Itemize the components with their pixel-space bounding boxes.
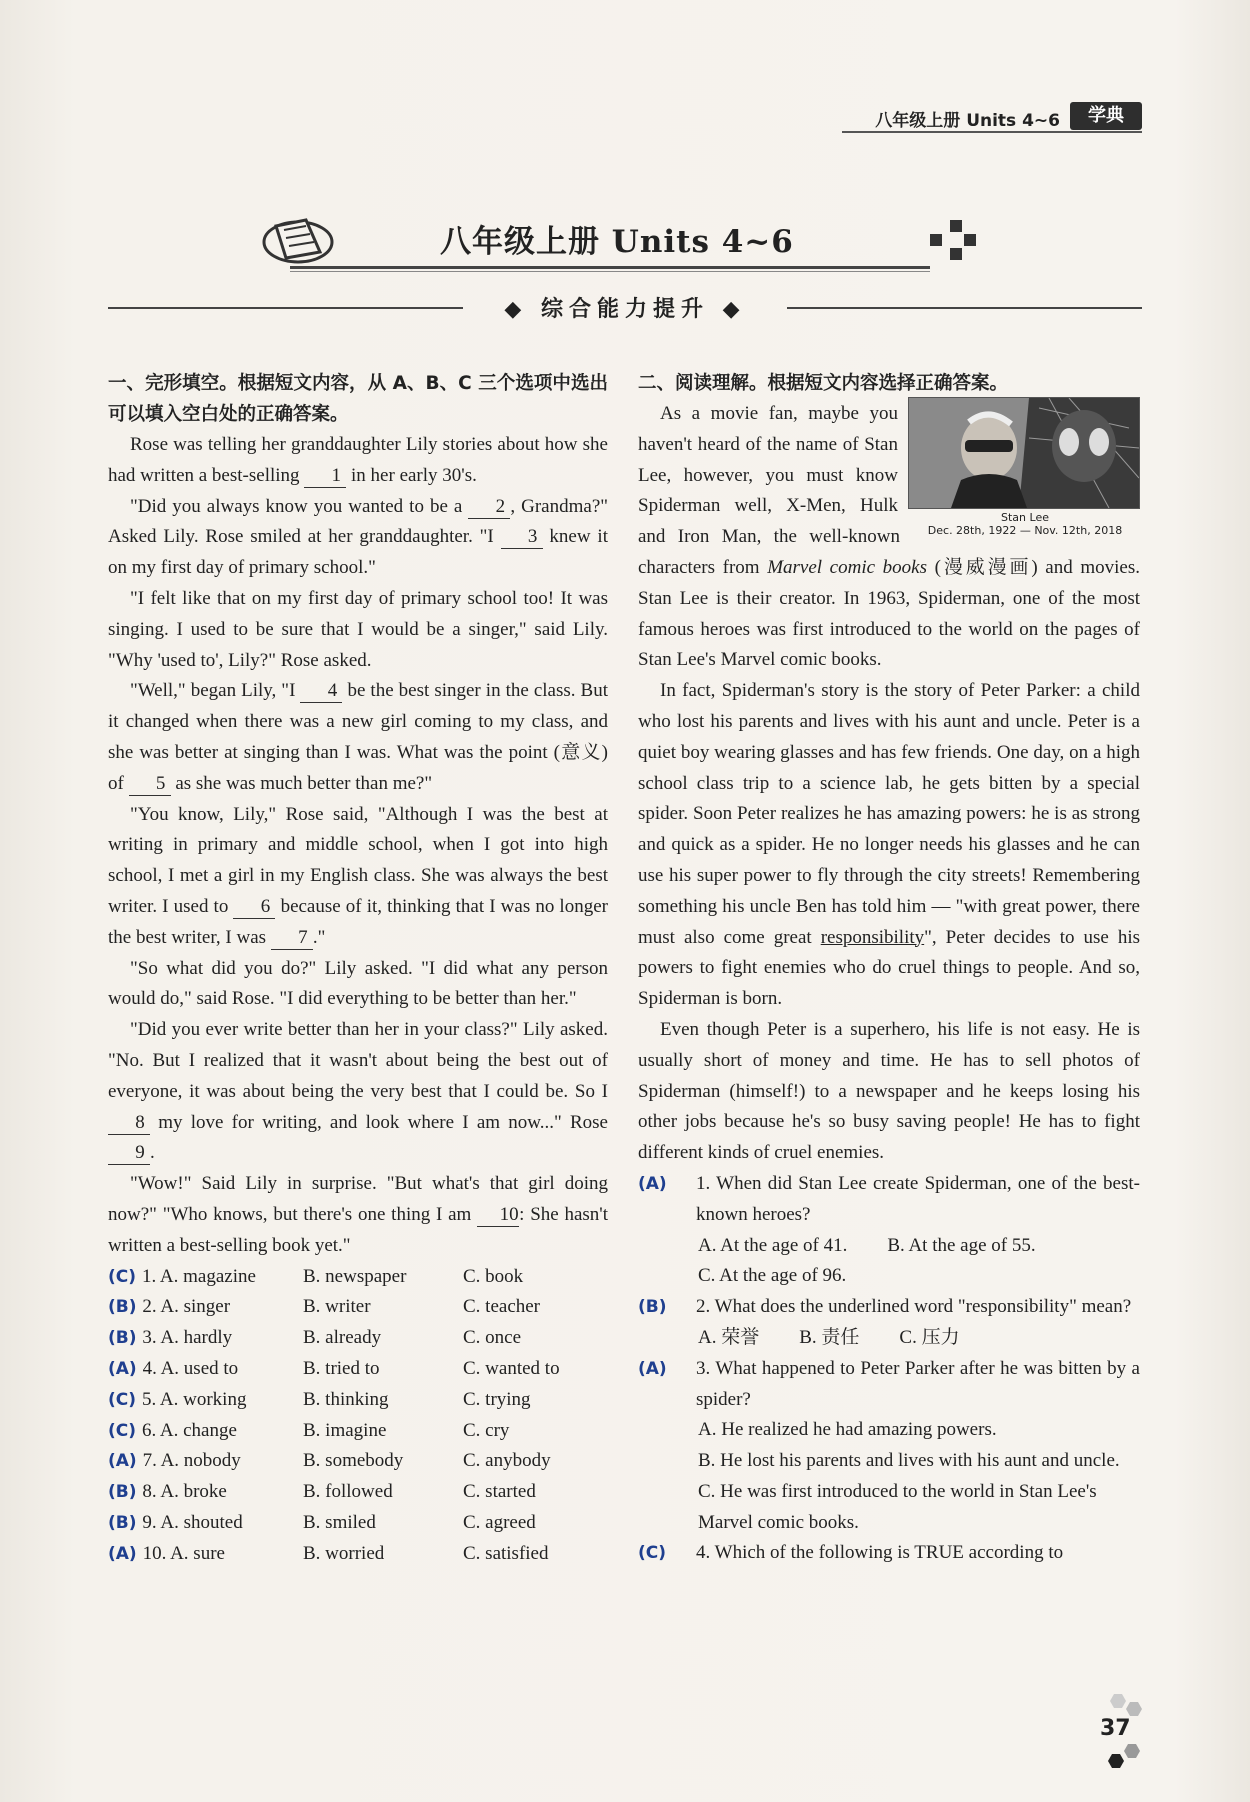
option-b: B. thinking [303,1388,389,1410]
answer-mark: (A) [108,1543,143,1564]
reading-instructions: 二、阅读理解。根据短文内容选择正确答案。 [638,373,1009,394]
option-row [108,1292,608,1323]
choice: C. At the age of 96. [698,1265,847,1287]
choice-row [638,1231,1140,1262]
answer-mark: (B) [108,1328,143,1349]
question-stem: 1. When did Stan Lee create Spiderman, one of the best-known heroes? [696,1172,1140,1225]
cloze-blank: 7 [271,927,313,950]
option-a: (C) 6. A. change [108,1419,237,1441]
option-c: C. trying [463,1388,531,1410]
cloze-blank: 5 [129,773,171,796]
option-c: C. teacher [463,1296,541,1318]
reading-paragraph-2: In fact, Spiderman's story is the story of Peter Parker: a child who lost his parents and lives with his aunt and uncle. Peter is a quiet boy wearing glasses and has few friends. One day, on a high school class trip to a science lab, he gets bitten by a special spider. Soon Peter realizes he has amazing powers: he is as strong and quick as a spider. He no longer needs his glasses and he can use his super power to fly through the city streets! Remembering something his uncle Ben has told him — "with great power, there must also come great responsibility", Peter decides to use his powers to fight enemies who do cruel things to people. And so, Spiderman is born. [638,680,1140,1010]
option-a: (A) 10. A. sure [108,1542,225,1564]
cloze-section [108,368,608,1569]
option-c: C. wanted to [463,1357,560,1379]
option-b: B. somebody [303,1450,404,1472]
page-title: 八年级上册 Units 4~6 [440,224,794,260]
cloze-paragraph: "Did you ever write better than her in your class?" Lily asked. "No. But I realized that it wasn't about being the best out of everyone, it was about being the very best that I could be. So I 8 my love for writing, and look where I am now..." Rose 9 . [108,1019,608,1164]
option-b: B. tried to [303,1357,380,1379]
option-a: (B) 2. A. singer [108,1296,231,1318]
option-row [108,1385,608,1416]
answer-mark: (B) [108,1297,143,1318]
option-b: B. writer [303,1296,371,1318]
page-number: 37 [1100,1716,1131,1741]
section-rule-right [787,307,1142,309]
option-c: C. once [463,1327,522,1349]
option-row [108,1354,608,1385]
question-row [638,1538,1140,1569]
choice: C. 压力 [899,1326,960,1348]
book-icon [262,212,334,266]
option-row [108,1323,608,1354]
option-a: (C) 5. A. working [108,1388,247,1410]
caption-name: Stan Lee [1001,511,1049,524]
question-stem: 3. What happened to Peter Parker after he was bitten by a spider? [696,1357,1140,1410]
option-c: C. started [463,1481,536,1503]
option-row [108,1477,608,1508]
choice: C. He was first introduced to the world in Stan Lee's Marvel comic books. [698,1480,1097,1533]
option-c: C. satisfied [463,1542,549,1564]
option-b: B. newspaper [303,1265,407,1287]
option-row [108,1508,608,1539]
underlined-word: responsibility [820,926,925,948]
choice: A. At the age of 41. [698,1234,848,1256]
choice: B. 责任 [799,1326,860,1348]
section-banner [108,296,1142,320]
option-a: (A) 4. A. used to [108,1357,239,1379]
answer-mark: (B) [108,1512,143,1533]
question-stem: 2. What does the underlined word "responsibility" mean? [696,1296,1132,1318]
running-header [842,104,1142,134]
option-row [108,1262,608,1293]
caption-dates: Dec. 28th, 1922 — Nov. 12th, 2018 [927,524,1123,537]
answer-mark: (C) [108,1389,142,1410]
answer-mark: (C) [108,1266,142,1287]
option-c: C. book [463,1265,524,1287]
option-a: (B) 3. A. hardly [108,1327,233,1349]
cloze-paragraph: "Wow!" Said Lily in surprise. "But what's that girl doing now?" "Who knows, but there's one thing I am 10: She hasn't written a best-selling book yet." [108,1173,609,1256]
question-row [638,1292,1140,1323]
option-a: (C) 1. A. magazine [108,1265,256,1287]
title-rule-thin [290,271,930,272]
option-row [108,1539,608,1570]
cloze-paragraph: "You know, Lily," Rose said, "Although I was the best at writing in primary and middle school, when I got into high school, I met a girl in my English class. She was always the best writer. I used to 6 because of it, thinking that I was no longer the best writer, I was 7 ." [108,803,608,948]
cloze-blank: 1 [304,465,346,488]
cloze-paragraph: "Well," began Lily, "I 4 be the best singer in the class. But it changed when there was a new girl coming to my class, and she was better at singing than I was. What was the point (意义) of 5 as she was much better than me?" [108,680,609,794]
cloze-blank: 9 [108,1142,150,1165]
photo-caption [910,511,1140,537]
cloze-blank: 2 [468,496,510,519]
question-row [638,1354,1140,1416]
answer-mark: (B) [108,1482,143,1503]
option-a: (B) 9. A. shouted [108,1511,243,1533]
brand-logo: 学典 [1070,102,1142,130]
cloze-options [108,1262,608,1570]
option-b: B. worried [303,1542,385,1564]
reading-paragraph-1: As a movie fan, maybe you haven't heard of the name of Stan Lee, however, you must know Spiderman well, X-Men, Hulk and Iron Man, the well-known characters from Marvel comic books (漫威漫画) and movies. Stan Lee is their creator. In 1963, Spiderman, one of the most famous heroes was first introduced to the world on the pages of Stan Lee's Marvel comic books. [638,403,1140,671]
question-row [638,1169,1140,1231]
question-stem: 4. Which of the following is TRUE according to [696,1542,1064,1564]
choice: B. At the age of 55. [887,1234,1036,1256]
section-title: ◆ 综合能力提升 ◆ [504,297,746,322]
decorative-squares-icon [930,220,982,260]
option-row [108,1416,608,1447]
cloze-paragraph: "I felt like that on my first day of primary school too! It was singing. I used to be sure that I would be a singer," said Lily. "Why 'used to', Lily?" Rose asked. [108,587,608,671]
cloze-blank: 6 [233,896,275,919]
option-a: (A) 7. A. nobody [108,1450,241,1472]
option-b: B. imagine [303,1419,387,1441]
answer-mark: (A) [108,1358,143,1379]
choice: A. 荣誉 [698,1326,760,1348]
cloze-paragraph: "Did you always know you wanted to be a 2 , Grandma?" Asked Lily. Rose smiled at her granddaughter. "I 3 knew it on my first day of primary school." [108,495,609,579]
cloze-blank: 10 [477,1204,519,1227]
option-b: B. already [303,1327,382,1349]
cloze-blank: 3 [501,526,543,549]
header-rule [842,131,1142,133]
choice: B. He lost his parents and lives with his aunt and uncle. [698,1450,1120,1472]
answer-mark: (C) [638,1543,667,1564]
choice: A. He realized he had amazing powers. [698,1419,997,1441]
option-row [108,1446,608,1477]
option-c: C. anybody [463,1450,551,1472]
answer-mark: (A) [108,1451,143,1472]
answer-mark: (A) [638,1358,667,1379]
reading-section [638,368,1140,1569]
title-rule [290,266,930,269]
spiderman-illustration-icon [909,398,1139,508]
reading-paragraph-3: Even though Peter is a superhero, his life is not easy. He is usually short of money and time. He has to sell photos of Spiderman (himself!) to a newspaper and he keeps losing his other jobs because he's so busy saving people! He has to fight different kinds of cruel enemies. [638,1018,1140,1164]
option-a: (B) 8. A. broke [108,1481,227,1503]
reading-questions [638,1169,1140,1569]
cloze-instructions: 一、完形填空。根据短文内容，从 A、B、C 三个选项中选出可以填入空白处的正确答案。 [108,373,608,425]
option-c: C. cry [463,1419,510,1441]
answer-mark: (C) [108,1420,142,1441]
option-c: C. agreed [463,1511,536,1533]
answer-mark: (B) [638,1297,667,1318]
cloze-blank: 8 [108,1112,150,1135]
option-b: B. followed [303,1481,393,1503]
cloze-passage [108,430,608,1262]
choice-row [638,1323,1140,1354]
cloze-blank: 4 [300,680,342,703]
unit-tag: 八年级上册 Units 4~6 [875,111,1060,131]
cloze-paragraph: "So what did you do?" Lily asked. "I did what any person would do," said Rose. "I did everything to be better than her." [108,957,608,1010]
answer-mark: (A) [638,1173,667,1194]
option-b: B. smiled [303,1511,376,1533]
cloze-paragraph: Rose was telling her granddaughter Lily stories about how she had written a best-selling 1 in her early 30's. [108,434,608,486]
stan-lee-photo [908,397,1140,509]
